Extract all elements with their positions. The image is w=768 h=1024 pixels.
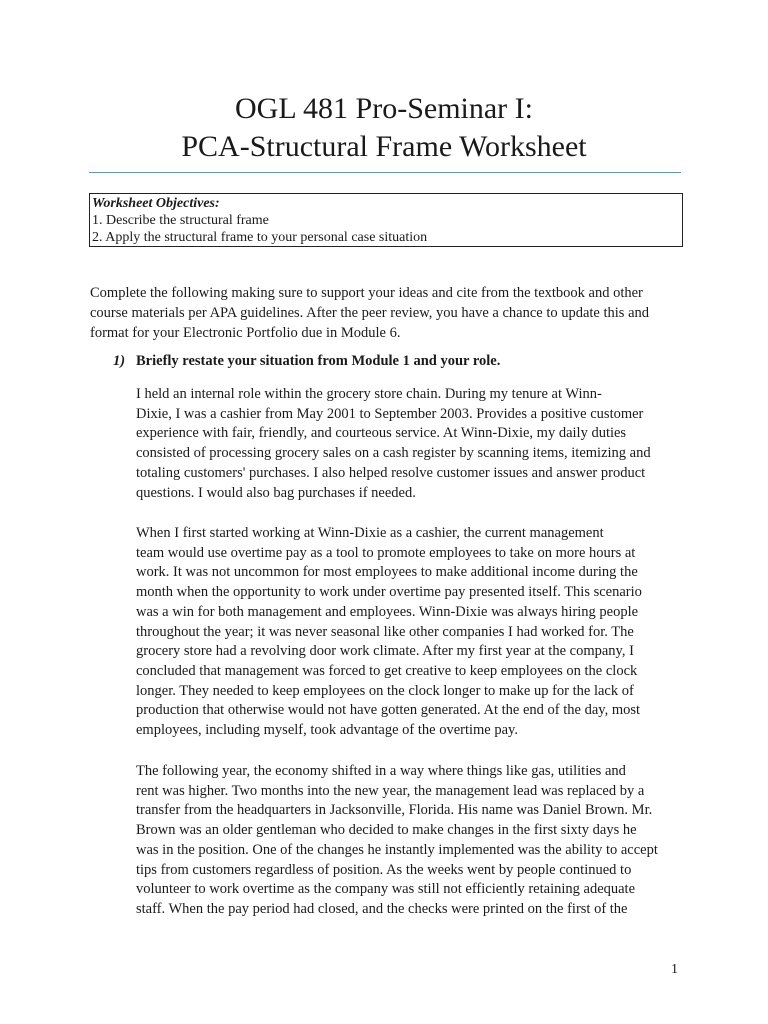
- body-paragraph-3: [136, 762, 684, 920]
- text-line: I held an internal role within the grocery store chain. During my tenure at Winn-: [136, 386, 602, 402]
- text-line: Dixie, I was a cashier from May 2001 to September 2003. Provides a positive customer: [136, 405, 644, 422]
- text-line: was a win for both management and employees. Winn-Dixie was always hiring people: [136, 603, 639, 620]
- document-title: [0, 90, 768, 166]
- text-line: concluded that management was forced to get creative to keep employees on the clock: [136, 662, 638, 679]
- text-line: experience with fair, friendly, and courteous service. At Winn-Dixie, my daily duties: [136, 425, 627, 442]
- text-line: production that otherwise would not have gotten generated. At the end of the day, most: [136, 702, 641, 719]
- objectives-box: [89, 193, 683, 247]
- text-line: questions. I would also bag purchases if needed.: [136, 484, 416, 501]
- text-line: format for your Electronic Portfolio due in Module 6.: [90, 325, 401, 341]
- text-line: work. It was not uncommon for most employees to make additional income during the: [136, 564, 638, 581]
- question-heading: [113, 353, 500, 370]
- page-number: 1: [671, 962, 678, 977]
- objective-item: 2. Apply the structural frame to your personal case situation: [92, 230, 428, 245]
- text-line: month when the opportunity to work under overtime pay presented itself. This scenario: [136, 584, 642, 601]
- text-line: rent was higher. Two months into the new year, the management lead was replaced by a: [136, 782, 645, 799]
- title-line-2: PCA-Structural Frame Worksheet: [181, 130, 587, 163]
- text-line: throughout the year; it was never seasonal like other companies I had worked for. The: [136, 623, 634, 640]
- text-line: Brown was an older gentleman who decided to make changes in the first sixty days he: [136, 822, 637, 839]
- text-line: When I first started working at Winn-Dixie as a cashier, the current management: [136, 525, 604, 541]
- text-line: consisted of processing grocery sales on a cash register by scanning items, itemizing and: [136, 445, 651, 462]
- text-line: totaling customers' purchases. I also helped resolve customer issues and answer product: [136, 464, 646, 481]
- text-line: course materials per APA guidelines. After the peer review, you have a chance to update this and: [90, 305, 650, 321]
- question-text: Briefly restate your situation from Module 1 and your role.: [136, 353, 501, 369]
- title-line-1: OGL 481 Pro-Seminar I:: [234, 92, 533, 125]
- text-line: The following year, the economy shifted in a way where things like gas, utilities and: [136, 763, 626, 779]
- title-divider: [89, 172, 681, 173]
- text-line: Complete the following making sure to support your ideas and cite from the textbook and other: [90, 285, 643, 301]
- text-line: volunteer to work overtime as the company was still not efficiently retaining adequate: [136, 881, 636, 898]
- text-line: staff. When the pay period had closed, and the checks were printed on the first of the: [136, 900, 628, 917]
- objectives-heading: Worksheet Objectives:: [92, 196, 220, 211]
- text-line: was in the position. One of the changes he instantly implemented was the ability to accept: [136, 841, 658, 858]
- text-line: tips from customers regardless of position. As the weeks went by people continued to: [136, 861, 632, 878]
- text-line: employees, including myself, took advantage of the overtime pay.: [136, 722, 518, 739]
- text-line: longer. They needed to keep employees on the clock longer to make up for the lack of: [136, 682, 634, 699]
- body-paragraph-1: [136, 385, 684, 503]
- text-line: grocery store had a revolving door work climate. After my first year at the company, I: [136, 643, 634, 660]
- text-line: team would use overtime pay as a tool to promote employees to take on more hours at: [136, 544, 636, 561]
- instructions-paragraph: [90, 283, 690, 343]
- objective-item: 1. Describe the structural frame: [92, 213, 269, 228]
- body-paragraph-2: [136, 524, 684, 741]
- text-line: transfer from the headquarters in Jacksonville, Florida. His name was Daniel Brown. Mr.: [136, 802, 653, 819]
- question-number: 1): [113, 353, 126, 369]
